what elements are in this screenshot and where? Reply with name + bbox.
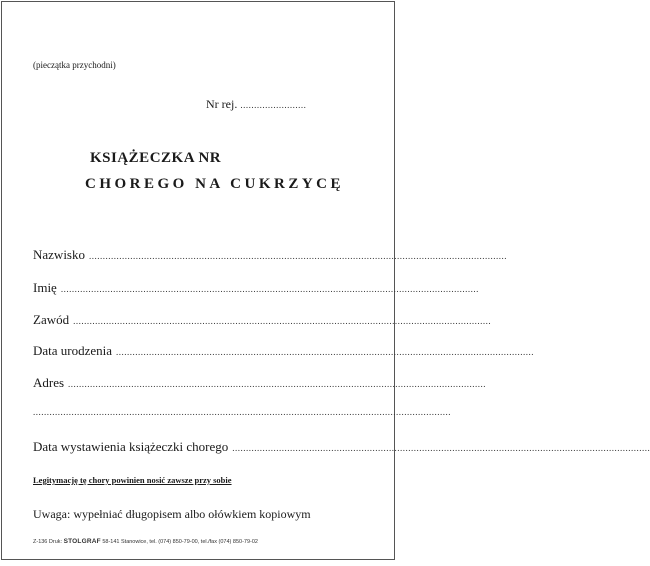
registration-number-field bbox=[206, 97, 306, 112]
carry-notice: Legitymację tę chory powinien nosić zawsze przy sobie bbox=[33, 475, 232, 485]
form-code: Z-136 Druk: bbox=[33, 539, 63, 545]
publisher-address: 58-141 Stanowice, tel. (074) 850-79-00, tel./fax (074) 850-79-02 bbox=[100, 539, 258, 545]
printer-footer bbox=[33, 538, 258, 545]
field-issue-date bbox=[33, 439, 650, 455]
field-occupation bbox=[33, 312, 492, 328]
document-subtitle: CHOREGO NA CUKRZYCĘ bbox=[85, 176, 345, 192]
clinic-stamp-label: (pieczątka przychodni) bbox=[33, 60, 116, 70]
field-address-continued bbox=[33, 407, 451, 417]
field-address bbox=[33, 375, 487, 391]
fill-instructions: Uwaga: wypełniać długopisem albo ołówkiem kopiowym bbox=[33, 507, 311, 521]
document-title: KSIĄŻECZKA NR bbox=[90, 150, 222, 166]
occupation-label: Zawód bbox=[33, 312, 70, 327]
registration-number-label: Nr rej. bbox=[206, 97, 238, 111]
address-label: Adres bbox=[33, 375, 65, 390]
issue-date-dots: ........................................................................................................................................................ bbox=[232, 443, 650, 453]
surname-label: Nazwisko bbox=[33, 247, 85, 262]
field-surname bbox=[33, 247, 507, 263]
birth-date-dots: ........................................................................................................................................................ bbox=[116, 347, 535, 357]
address-continued-dots: ........................................................................................................................................................ bbox=[33, 407, 451, 417]
field-first-name bbox=[33, 280, 479, 296]
registration-number-dots: ........................ bbox=[240, 100, 307, 110]
publisher-logo: STOLGRAF bbox=[63, 538, 101, 545]
address-dots: ........................................................................................................................................................ bbox=[68, 379, 487, 389]
field-birth-date bbox=[33, 343, 535, 359]
occupation-dots: ........................................................................................................................................................ bbox=[73, 316, 492, 326]
first-name-label: Imię bbox=[33, 280, 57, 295]
issue-date-label: Data wystawienia książeczki chorego bbox=[33, 439, 229, 454]
surname-dots: ........................................................................................................................................................ bbox=[89, 251, 507, 261]
first-name-dots: ........................................................................................................................................................ bbox=[60, 284, 479, 294]
birth-date-label: Data urodzenia bbox=[33, 343, 113, 358]
